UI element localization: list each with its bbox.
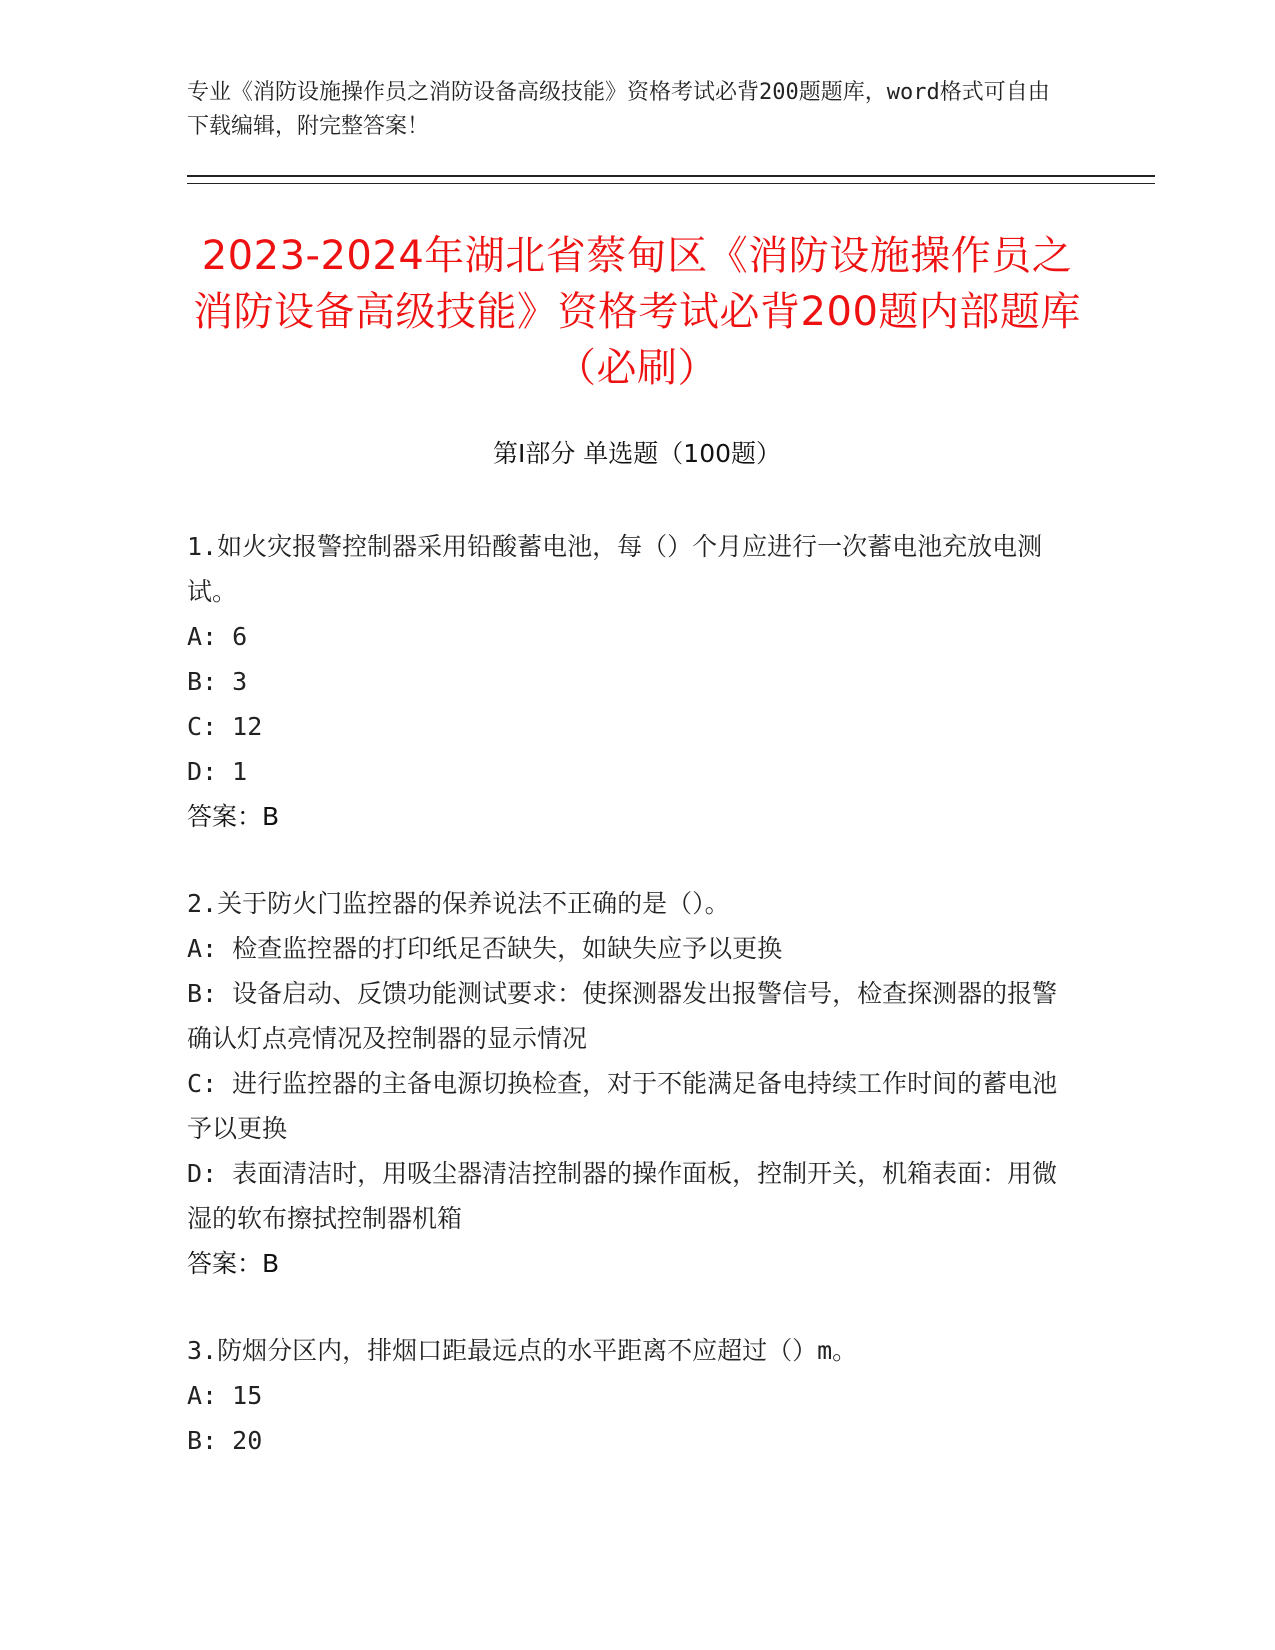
option-b: B: 设备启动、反馈功能测试要求：使探测器发出报警信号，检查探测器的报警确认灯点亮情况及控制器的显示情况 — [187, 979, 1058, 1053]
option-c: C: 12 — [187, 712, 263, 741]
option-b: B: 3 — [187, 667, 248, 696]
question-list — [187, 524, 1067, 1505]
question-2 — [187, 881, 1067, 1286]
option-c: C: 进行监控器的主备电源切换检查，对于不能满足备电持续工作时间的蓄电池予以更换 — [187, 1069, 1058, 1143]
question-3 — [187, 1328, 1067, 1463]
header-divider-thick — [187, 175, 1155, 177]
answer: 答案：B — [187, 1249, 280, 1278]
header-divider-thin — [187, 183, 1155, 184]
question-1 — [187, 524, 1067, 839]
option-d: D: 1 — [187, 757, 248, 786]
question-stem: 1.如火灾报警控制器采用铅酸蓄电池，每（）个月应进行一次蓄电池充放电测试。 — [187, 532, 1043, 606]
option-a: A: 15 — [187, 1381, 263, 1410]
option-a: A: 6 — [187, 622, 248, 651]
question-stem: 3.防烟分区内，排烟口距最远点的水平距离不应超过（）m。 — [187, 1336, 858, 1365]
question-stem: 2.关于防火门监控器的保养说法不正确的是（）。 — [187, 889, 730, 918]
option-b: B: 20 — [187, 1426, 263, 1455]
document-title: 2023-2024年湖北省蔡甸区《消防设施操作员之消防设备高级技能》资格考试必背200题内部题库（必刷） — [193, 233, 1081, 391]
answer: 答案：B — [187, 802, 280, 831]
section-title: 第Ⅰ部分 单选题（100题） — [492, 439, 782, 468]
option-d: D: 表面清洁时，用吸尘器清洁控制器的操作面板，控制开关，机箱表面：用微湿的软布擦拭控制器机箱 — [187, 1159, 1058, 1233]
option-a: A: 检查监控器的打印纸足否缺失，如缺失应予以更换 — [187, 934, 783, 963]
header-note: 专业《消防设施操作员之消防设备高级技能》资格考试必背200题题库，word格式可自由下载编辑，附完整答案！ — [187, 80, 1050, 139]
